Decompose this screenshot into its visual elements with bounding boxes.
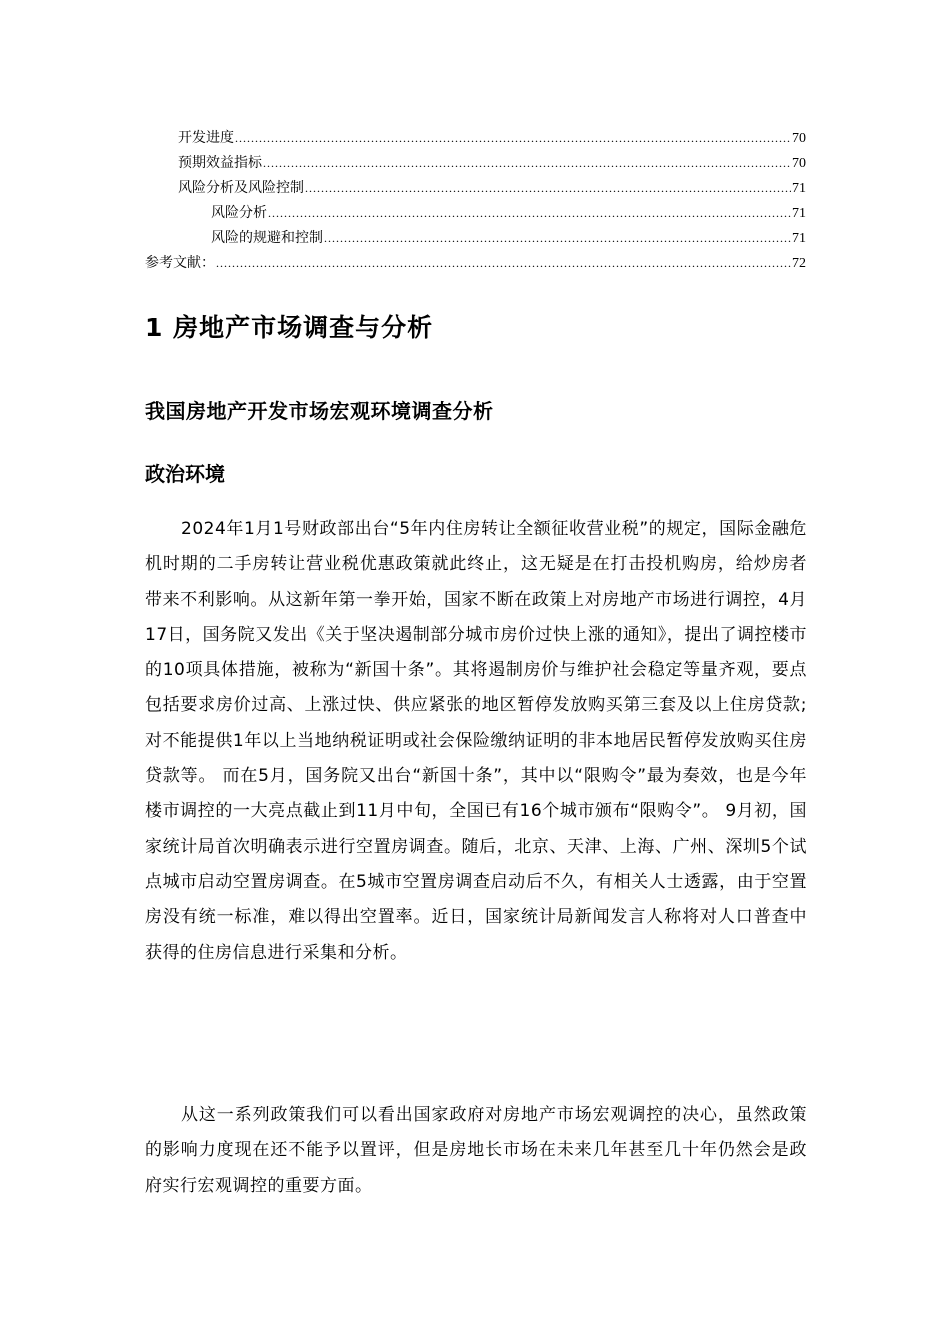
toc-entry[interactable] [145,201,806,226]
section-heading: 我国房地产开发市场宏观环境调查分析 [145,399,494,423]
toc-leader-dots [268,201,791,226]
toc-entry[interactable] [145,251,806,276]
toc-entry[interactable] [145,151,806,176]
toc-leader-dots [235,126,791,151]
toc-leader-dots [305,176,791,201]
toc-entry-title: 风险分析 [211,206,267,221]
toc-entry[interactable] [145,126,806,151]
toc-entry-title: 风险的规避和控制 [211,231,323,246]
toc-entry-page: 70 [792,156,806,171]
subsection-heading: 政治环境 [145,462,225,486]
table-of-contents [145,126,806,276]
chapter-heading: 1 房地产市场调查与分析 [145,313,434,342]
toc-entry-page: 72 [792,256,806,271]
toc-entry-page: 71 [792,181,806,196]
toc-entry[interactable] [145,226,806,251]
toc-leader-dots [324,226,791,251]
body-paragraph: 从这一系列政策我们可以看出国家政府对房地产市场宏观调控的决心，虽然政策的影响力度现在还不能予以置评，但是房地长市场在未来几年甚至几十年仍然会是政府实行宏观调控的重要方面。 [145,1105,807,1196]
toc-entry-title: 参考文献： [145,256,215,271]
toc-leader-dots [216,251,791,276]
toc-entry-page: 71 [792,231,806,246]
toc-leader-dots [263,151,791,176]
body-paragraph: 2024年1月1号财政部出台“5年内住房转让全额征收营业税”的规定，国际金融危机时期的二手房转让营业税优惠政策就此终止，这无疑是在打击投机购房，给炒房者带来不利影响。从这新年第一拳开始，国家不断在政策上对房地产市场进行调控，4月17日，国务院又发出《关于坚决遏制部分城市房价过快上涨的通知》，提出了调控楼市的10项具体措施，被称为“新国十条”。其将遏制房价与维护社会稳定等量齐观，要点包括要求房价过高、上涨过快、供应紧张的地区暂停发放购买第三套及以上住房贷款;对不能提供1年以上当地纳税证明或社会保险缴纳证明的非本地居民暂停发放购买住房贷款等。 而在5月，国务院又出台“新国十条”，其中以“限购令”最为奏效，也是今年楼市调控的一大亮点截止到11月中旬，全国已有16个城市颁布“限购令”。 9月初，国家统计局首次明确表示进行空置房调查。随后，北京、天津、上海、广州、深圳5个试点城市启动空置房调查。在5城市空置房调查启动后不久，有相关人士透露，由于空置房没有统一标准，难以得出空置率。近日，国家统计局新闻发言人称将对人口普查中获得的住房信息进行采集和分析。 [145,519,807,963]
toc-entry-page: 70 [792,131,806,146]
toc-entry-title: 风险分析及风险控制 [178,181,304,196]
toc-entry-title: 开发进度 [178,131,234,146]
toc-entry-title: 预期效益指标 [178,156,262,171]
toc-entry[interactable] [145,176,806,201]
toc-entry-page: 71 [792,206,806,221]
